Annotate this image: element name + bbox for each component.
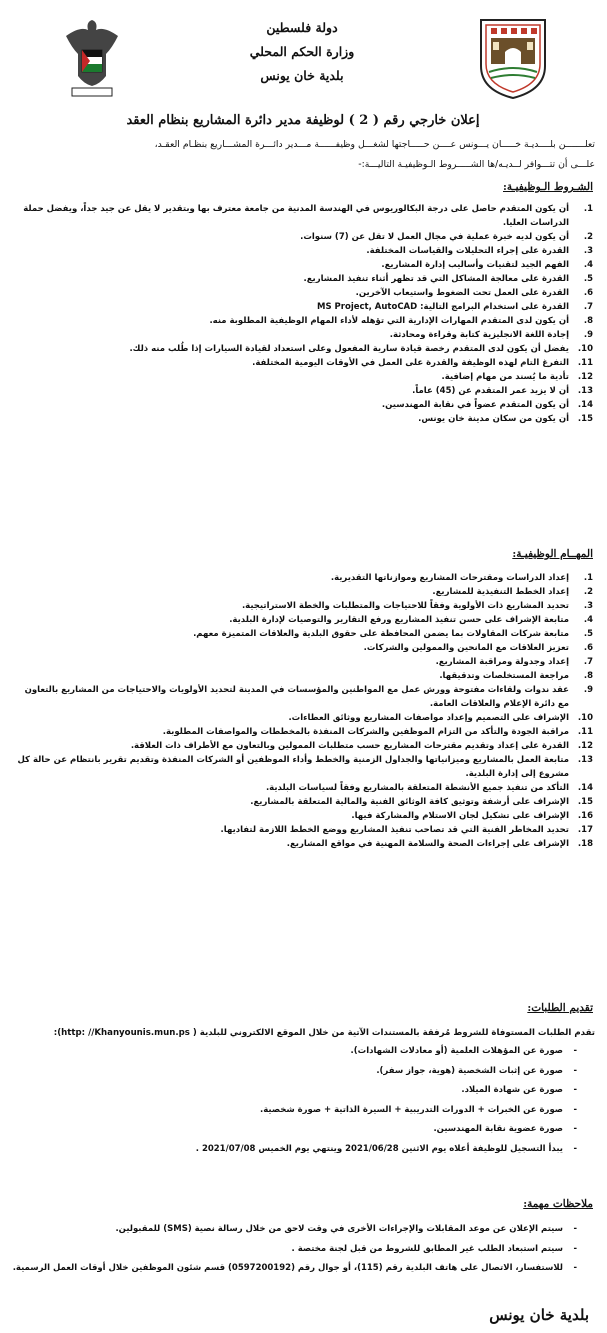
bullet-item <box>11 1101 595 1121</box>
item-text: تحديد المشاريع ذات الأولوية وفقاً للاحتياجات والمتطلبات والخطة الاستراتيجية. <box>241 601 569 611</box>
item-number: 15. <box>577 414 593 424</box>
item-number: 9. <box>583 685 593 695</box>
item-text: أن يكون لديه خبرة عملية في مجال العمل لا تقل عن (7) سنوات. <box>300 232 569 242</box>
item-number: 12. <box>577 741 593 751</box>
list-item <box>11 370 595 384</box>
item-number: 11. <box>577 727 593 737</box>
list-item <box>11 613 595 627</box>
bullet-item <box>11 1140 595 1160</box>
bullet-text: صورة عن شهادة الميلاد. <box>461 1085 563 1095</box>
item-text: إعداد الخطط التنفيذية للمشاريع. <box>432 587 569 597</box>
bullet-item <box>11 1240 595 1260</box>
list-item <box>11 809 595 823</box>
notes-list <box>11 1220 595 1279</box>
list-item <box>11 683 595 711</box>
item-number: 2. <box>583 587 593 597</box>
list-item <box>11 571 595 585</box>
item-number: 1. <box>583 573 593 583</box>
item-text: الإشراف على التصميم وإعداد مواصفات المشاريع ووثائق العطاءات. <box>288 713 569 723</box>
bullet-text: صورة عضوية نقابة المهندسين. <box>433 1124 563 1134</box>
item-number: 6. <box>583 288 593 298</box>
list-item <box>11 286 595 300</box>
item-text: أن يكون من سكان مدينة خان يونس. <box>418 414 569 424</box>
list-item <box>11 823 595 837</box>
letterhead-text <box>202 16 402 88</box>
bullet-text: سيتم الإعلان عن موعد المقابلات والإجراءات الأخرى في وقت لاحق من خلال رسالة نصية (SMS) للمقبولين. <box>115 1224 563 1234</box>
bullet-item <box>11 1081 595 1101</box>
bullet-item <box>11 1042 595 1062</box>
item-number: 17. <box>577 825 593 835</box>
item-text: مراجعة المستخلصات وتدقيقها. <box>439 671 569 681</box>
bullet-dash-icon: - <box>573 1124 577 1134</box>
item-number: 13. <box>577 386 593 396</box>
bullet-dash-icon: - <box>573 1143 577 1154</box>
item-number: 14. <box>577 783 593 793</box>
list-item <box>11 328 595 342</box>
bullet-dash-icon: - <box>573 1065 577 1076</box>
list-item <box>11 314 595 328</box>
applications-heading: تقديم الطلبات: <box>527 1002 593 1014</box>
conditions-heading: الشـروط الـوظيفيـة: <box>503 181 593 193</box>
bullet-item <box>11 1220 595 1240</box>
applications-list <box>11 1042 595 1159</box>
list-item <box>11 230 595 244</box>
item-text: تحديد المخاطر الفنية التي قد تصاحب تنفيذ المشاريع ووضع الخطط اللازمة لتفاديها. <box>220 825 569 835</box>
list-item <box>11 356 595 370</box>
intro-line-1: تعلـــــــن بلــــديـة خـــــان يـــونس عــــن حـــــاجتها لشغـــل وظيفــــــة مـــدير دائـــرة المشـــاريع بنظـام العقـد، <box>154 139 595 150</box>
bullet-dash-icon: - <box>573 1224 577 1234</box>
list-item <box>11 599 595 613</box>
list-item <box>11 753 595 781</box>
item-text: أن يكون لدى المتقدم المهارات الإدارية التي تؤهله لأداء المهام الوظيفية المطلوبة منه. <box>209 316 569 326</box>
item-number: 10. <box>577 713 593 723</box>
item-text: الفهم الجيد لتقنيات وأساليب إدارة المشاريع. <box>381 260 569 270</box>
bullet-dash-icon: - <box>573 1085 577 1095</box>
intro-paragraph <box>13 135 595 175</box>
item-number: 9. <box>583 330 593 340</box>
item-number: 5. <box>583 629 593 639</box>
item-text: إعداد وجدولة ومراقبة المشاريع. <box>435 657 569 667</box>
item-text: القدرة على إعداد وتقديم مقترحات المشاريع حسب متطلبات الممولين وبالتعاون مع الأطراف ذات العلاقة. <box>130 741 569 751</box>
bullet-dash-icon: - <box>573 1243 577 1254</box>
list-item <box>11 711 595 725</box>
bullet-item <box>11 1120 595 1140</box>
tasks-list <box>11 571 595 851</box>
item-number: 13. <box>577 755 593 765</box>
item-text: التأكد من تنفيذ جميع الأنشطة المتعلقة بالمشاريع وفقاً لسياسات البلدية. <box>265 783 569 793</box>
item-text: متابعة شركات المقاولات بما يضمن المحافظة على حقوق البلدية والعلاقات المتميزة معهم. <box>193 629 569 639</box>
item-number: 11. <box>577 358 593 368</box>
item-number: 7. <box>583 657 593 667</box>
list-item <box>11 795 595 809</box>
municipality-logo-icon <box>477 14 549 100</box>
list-item <box>11 725 595 739</box>
intro-line-2: علـــى أن تتـــوافر لــديـه/ها الشـــــروط الـوظيفيـة التاليـــة:- <box>358 159 595 170</box>
item-text: متابعة الإشراف على حسن تنفيذ المشاريع ورفع التقارير والتوصيات لإدارة البلدية. <box>229 615 569 625</box>
item-text: أن يكون المتقدم عضواً في نقابة المهندسين. <box>381 400 569 410</box>
bullet-text: صورة عن الخبرات + الدورات التدريبية + السيرة الذاتية + صورة شخصية. <box>259 1104 563 1115</box>
bullet-item <box>11 1259 595 1279</box>
list-item <box>11 781 595 795</box>
item-text: الإشراف على تشكيل لجان الاستلام والمشاركة فيها. <box>351 811 569 821</box>
list-item <box>11 641 595 655</box>
item-text: مراقبة الجودة والتأكد من التزام الموظفين والشركات المنفذة بالمخططات والمواصفات المطلوبة. <box>162 727 569 737</box>
item-text: إجادة اللغة الانجليزية كتابة وقراءة ومحادثة. <box>389 330 569 340</box>
item-number: 7. <box>583 302 593 312</box>
list-item <box>11 202 595 230</box>
list-item <box>11 655 595 669</box>
bullet-text: صورة عن المؤهلات العلمية (أو معادلات الشهادات). <box>350 1046 563 1056</box>
list-item <box>11 258 595 272</box>
item-number: 8. <box>583 316 593 326</box>
bullet-dash-icon: - <box>573 1263 577 1273</box>
municipality-name: بلدية خان يونس <box>260 68 344 83</box>
item-text: الإشراف على إجراءات الصحة والسلامة المهنية في مواقع المشاريع. <box>286 839 569 849</box>
item-number: 12. <box>577 372 593 382</box>
list-item <box>11 300 595 314</box>
announcement-title: إعلان خارجي رقم ( 2 ) لوظيفة مدير دائرة المشاريع بنظام العقد <box>126 113 480 128</box>
item-number: 18. <box>577 839 593 849</box>
item-number: 10. <box>577 344 593 354</box>
item-text: تعزيز العلاقات مع المانحين والممولين والشركات. <box>363 643 569 653</box>
applications-section <box>11 1024 595 1159</box>
notes-heading: ملاحظات مهمة: <box>523 1198 593 1210</box>
letterhead <box>0 6 607 111</box>
applications-paragraph: تقدم الطلبات المستوفاة للشروط مُرفقة بالمستندات الآتية من خلال الموقع الالكتروني للبلدية ( http: //Khanyounis.mun.ps): <box>53 1028 595 1038</box>
item-text: أن لا يزيد عمر المتقدم عن (45) عاماً. <box>412 386 569 396</box>
list-item <box>11 837 595 851</box>
item-text: عقد ندوات ولقاءات مفتوحة وورش عمل مع المواطنين والمؤسسات في المدينة لتحديد الأولويات والاحتياجات من المشاريع بالتعاون مع دائرة الإعلام والعلاقات العامة. <box>24 685 569 709</box>
list-item <box>11 384 595 398</box>
notes-section <box>11 1220 595 1279</box>
palestinian-eagle-emblem-icon <box>60 14 124 100</box>
item-number: 2. <box>583 232 593 242</box>
item-number: 3. <box>583 246 593 256</box>
bullet-text: صورة عن إثبات الشخصية (هوية، جواز سفر). <box>376 1065 563 1076</box>
list-item <box>11 412 595 426</box>
bullet-dash-icon: - <box>573 1104 577 1115</box>
item-number: 1. <box>583 204 593 214</box>
item-number: 4. <box>583 615 593 625</box>
list-item <box>11 398 595 412</box>
item-text: التفرغ التام لهذه الوظيفة والقدرة على العمل في الأوقات اليومية المختلفة. <box>252 358 569 368</box>
item-text: تأدية ما يُسند من مهام إضافية. <box>441 372 569 382</box>
list-item <box>11 739 595 753</box>
item-number: 16. <box>577 811 593 821</box>
item-number: 14. <box>577 400 593 410</box>
country-name: دولة فلسطين <box>266 20 338 35</box>
list-item <box>11 585 595 599</box>
item-text: أن يكون المتقدم حاصل على درجة البكالوريوس في الهندسة المدنية من جامعة معترف بها وبتقدير لا يقل عن جيد جداً، ويفضل حملة الدراسات العليا. <box>23 204 569 228</box>
list-item <box>11 272 595 286</box>
conditions-list <box>11 202 595 426</box>
list-item <box>11 244 595 258</box>
ministry-name: وزارة الحكم المحلي <box>249 44 355 59</box>
item-number: 3. <box>583 601 593 611</box>
item-number: 8. <box>583 671 593 681</box>
item-number: 4. <box>583 260 593 270</box>
item-text: القدرة على العمل تحت الضغوط واستيعاب الآخرين. <box>355 288 569 298</box>
list-item <box>11 669 595 683</box>
signature: بلدية خان يونس <box>489 1306 589 1324</box>
bullet-item <box>11 1062 595 1082</box>
item-text: الإشراف على أرشفة وتوثيق كافة الوثائق الفنية والمالية المتعلقة بالمشاريع. <box>250 797 569 807</box>
item-text: القدرة على استخدام البرامج التالية: MS Project, AutoCAD <box>317 302 569 312</box>
bullet-dash-icon: - <box>573 1046 577 1056</box>
tasks-heading: المهــام الوظيفيـة: <box>512 548 593 560</box>
list-item <box>11 627 595 641</box>
item-number: 15. <box>577 797 593 807</box>
item-number: 6. <box>583 643 593 653</box>
bullet-text: يبدأ التسجيل للوظيفة أعلاه يوم الاثنين 2021/06/28 وينتهي يوم الخميس 2021/07/08 . <box>195 1143 563 1154</box>
item-text: إعداد الدراسات ومقترحات المشاريع وموازناتها التقديرية. <box>330 573 569 583</box>
bullet-text: للاستفسار، الاتصال على هاتف البلدية رقم (115)، أو جوال رقم (0597200192) قسم شئون الموظفين خلال أوقات العمل الرسمية. <box>12 1263 563 1273</box>
item-text: القدرة على معالجة المشاكل التي قد تظهر أثناء تنفيذ المشاريع. <box>303 274 569 284</box>
list-item <box>11 342 595 356</box>
item-text: متابعة العمل بالمشاريع وميزانياتها والجداول الزمنية والخطط وأداء الموظفين أو الشركات المنفذة وتقديم تقرير بانتظام عن حالة كل مشروع إلى إدارة البلدية. <box>17 755 569 779</box>
item-text: يفضل أن يكون لدى المتقدم رخصة قيادة سارية المفعول وعلى استعداد لقيادة السيارات إذا طُلب منه ذلك. <box>129 344 569 354</box>
item-number: 5. <box>583 274 593 284</box>
bullet-text: سيتم استبعاد الطلب غير المطابق للشروط من قبل لجنة مختصة . <box>291 1243 563 1254</box>
item-text: القدرة على إجراء التحليلات والقياسات المختلفة. <box>366 246 569 256</box>
